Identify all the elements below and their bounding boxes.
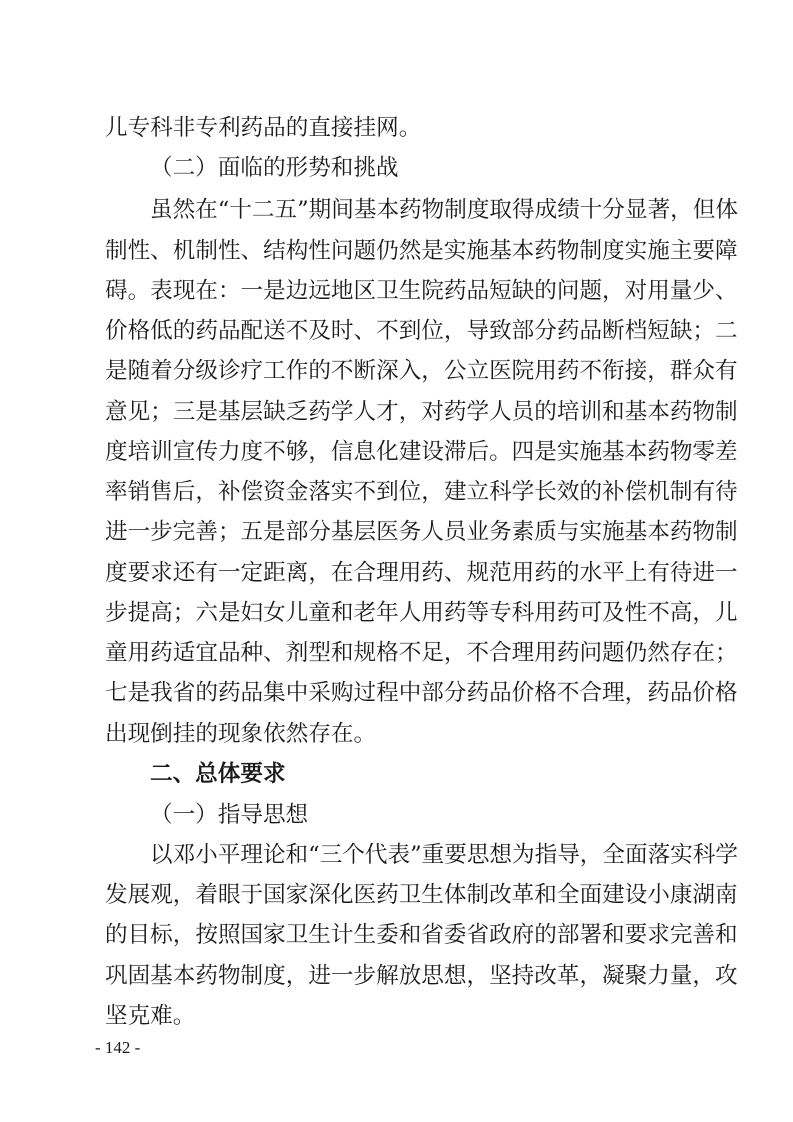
text-line: 以邓小平理论和“三个代表”重要思想为指导，全面落实科学 bbox=[150, 842, 738, 868]
text-line: 儿专科非专利药品的直接挂网。 bbox=[105, 115, 422, 141]
text-line: 率销售后，补偿资金落实不到位，建立科学长效的补偿机制有待 bbox=[105, 479, 738, 505]
text-line: 虽然在“十二五”期间基本药物制度取得成绩十分显著，但体 bbox=[150, 197, 738, 223]
text-line: 度要求还有一定距离，在合理用药、规范用药的水平上有待进一 bbox=[105, 560, 738, 586]
text-line: 七是我省的药品集中采购过程中部分药品价格不合理，药品价格 bbox=[105, 680, 738, 706]
text-line: 进一步完善；五是部分基层医务人员业务素质与实施基本药物制 bbox=[105, 519, 738, 545]
text-line: 价格低的药品配送不及时、不到位，导致部分药品断档短缺；二 bbox=[105, 318, 738, 344]
text-line: 童用药适宜品种、剂型和规格不足，不合理用药问题仍然存在； bbox=[105, 640, 738, 666]
text-line: 制性、机制性、结构性问题仍然是实施基本药物制度实施主要障 bbox=[105, 238, 738, 264]
section-heading: 二、总体要求 bbox=[150, 761, 286, 787]
text-line: 发展观，着眼于国家深化医药卫生体制改革和全面建设小康湖南 bbox=[105, 882, 738, 908]
text-line: 度培训宣传力度不够，信息化建设滞后。四是实施基本药物零差 bbox=[105, 439, 738, 465]
text-line: 碍。表现在：一是边远地区卫生院药品短缺的问题，对用量少、 bbox=[105, 278, 738, 304]
page-number: - 142 - bbox=[95, 1038, 141, 1057]
text-line: 是随着分级诊疗工作的不断深入，公立医院用药不衔接，群众有 bbox=[105, 358, 738, 384]
text-line: 步提高；六是妇女儿童和老年人用药等专科用药可及性不高，儿 bbox=[105, 600, 738, 626]
text-line: 的目标，按照国家卫生计生委和省委省政府的部署和要求完善和 bbox=[105, 922, 738, 948]
text-line: 巩固基本药物制度，进一步解放思想，坚持改革，凝聚力量，攻 bbox=[105, 963, 738, 989]
text-line: 意见；三是基层缺乏药学人才，对药学人员的培训和基本药物制 bbox=[105, 399, 738, 425]
subsection-heading: （二）面临的形势和挑战 bbox=[150, 155, 399, 181]
subsection-heading: （一）指导思想 bbox=[150, 802, 309, 828]
text-line: 坚克难。 bbox=[105, 1003, 196, 1029]
text-line: 出现倒挂的现象依然存在。 bbox=[105, 721, 377, 747]
